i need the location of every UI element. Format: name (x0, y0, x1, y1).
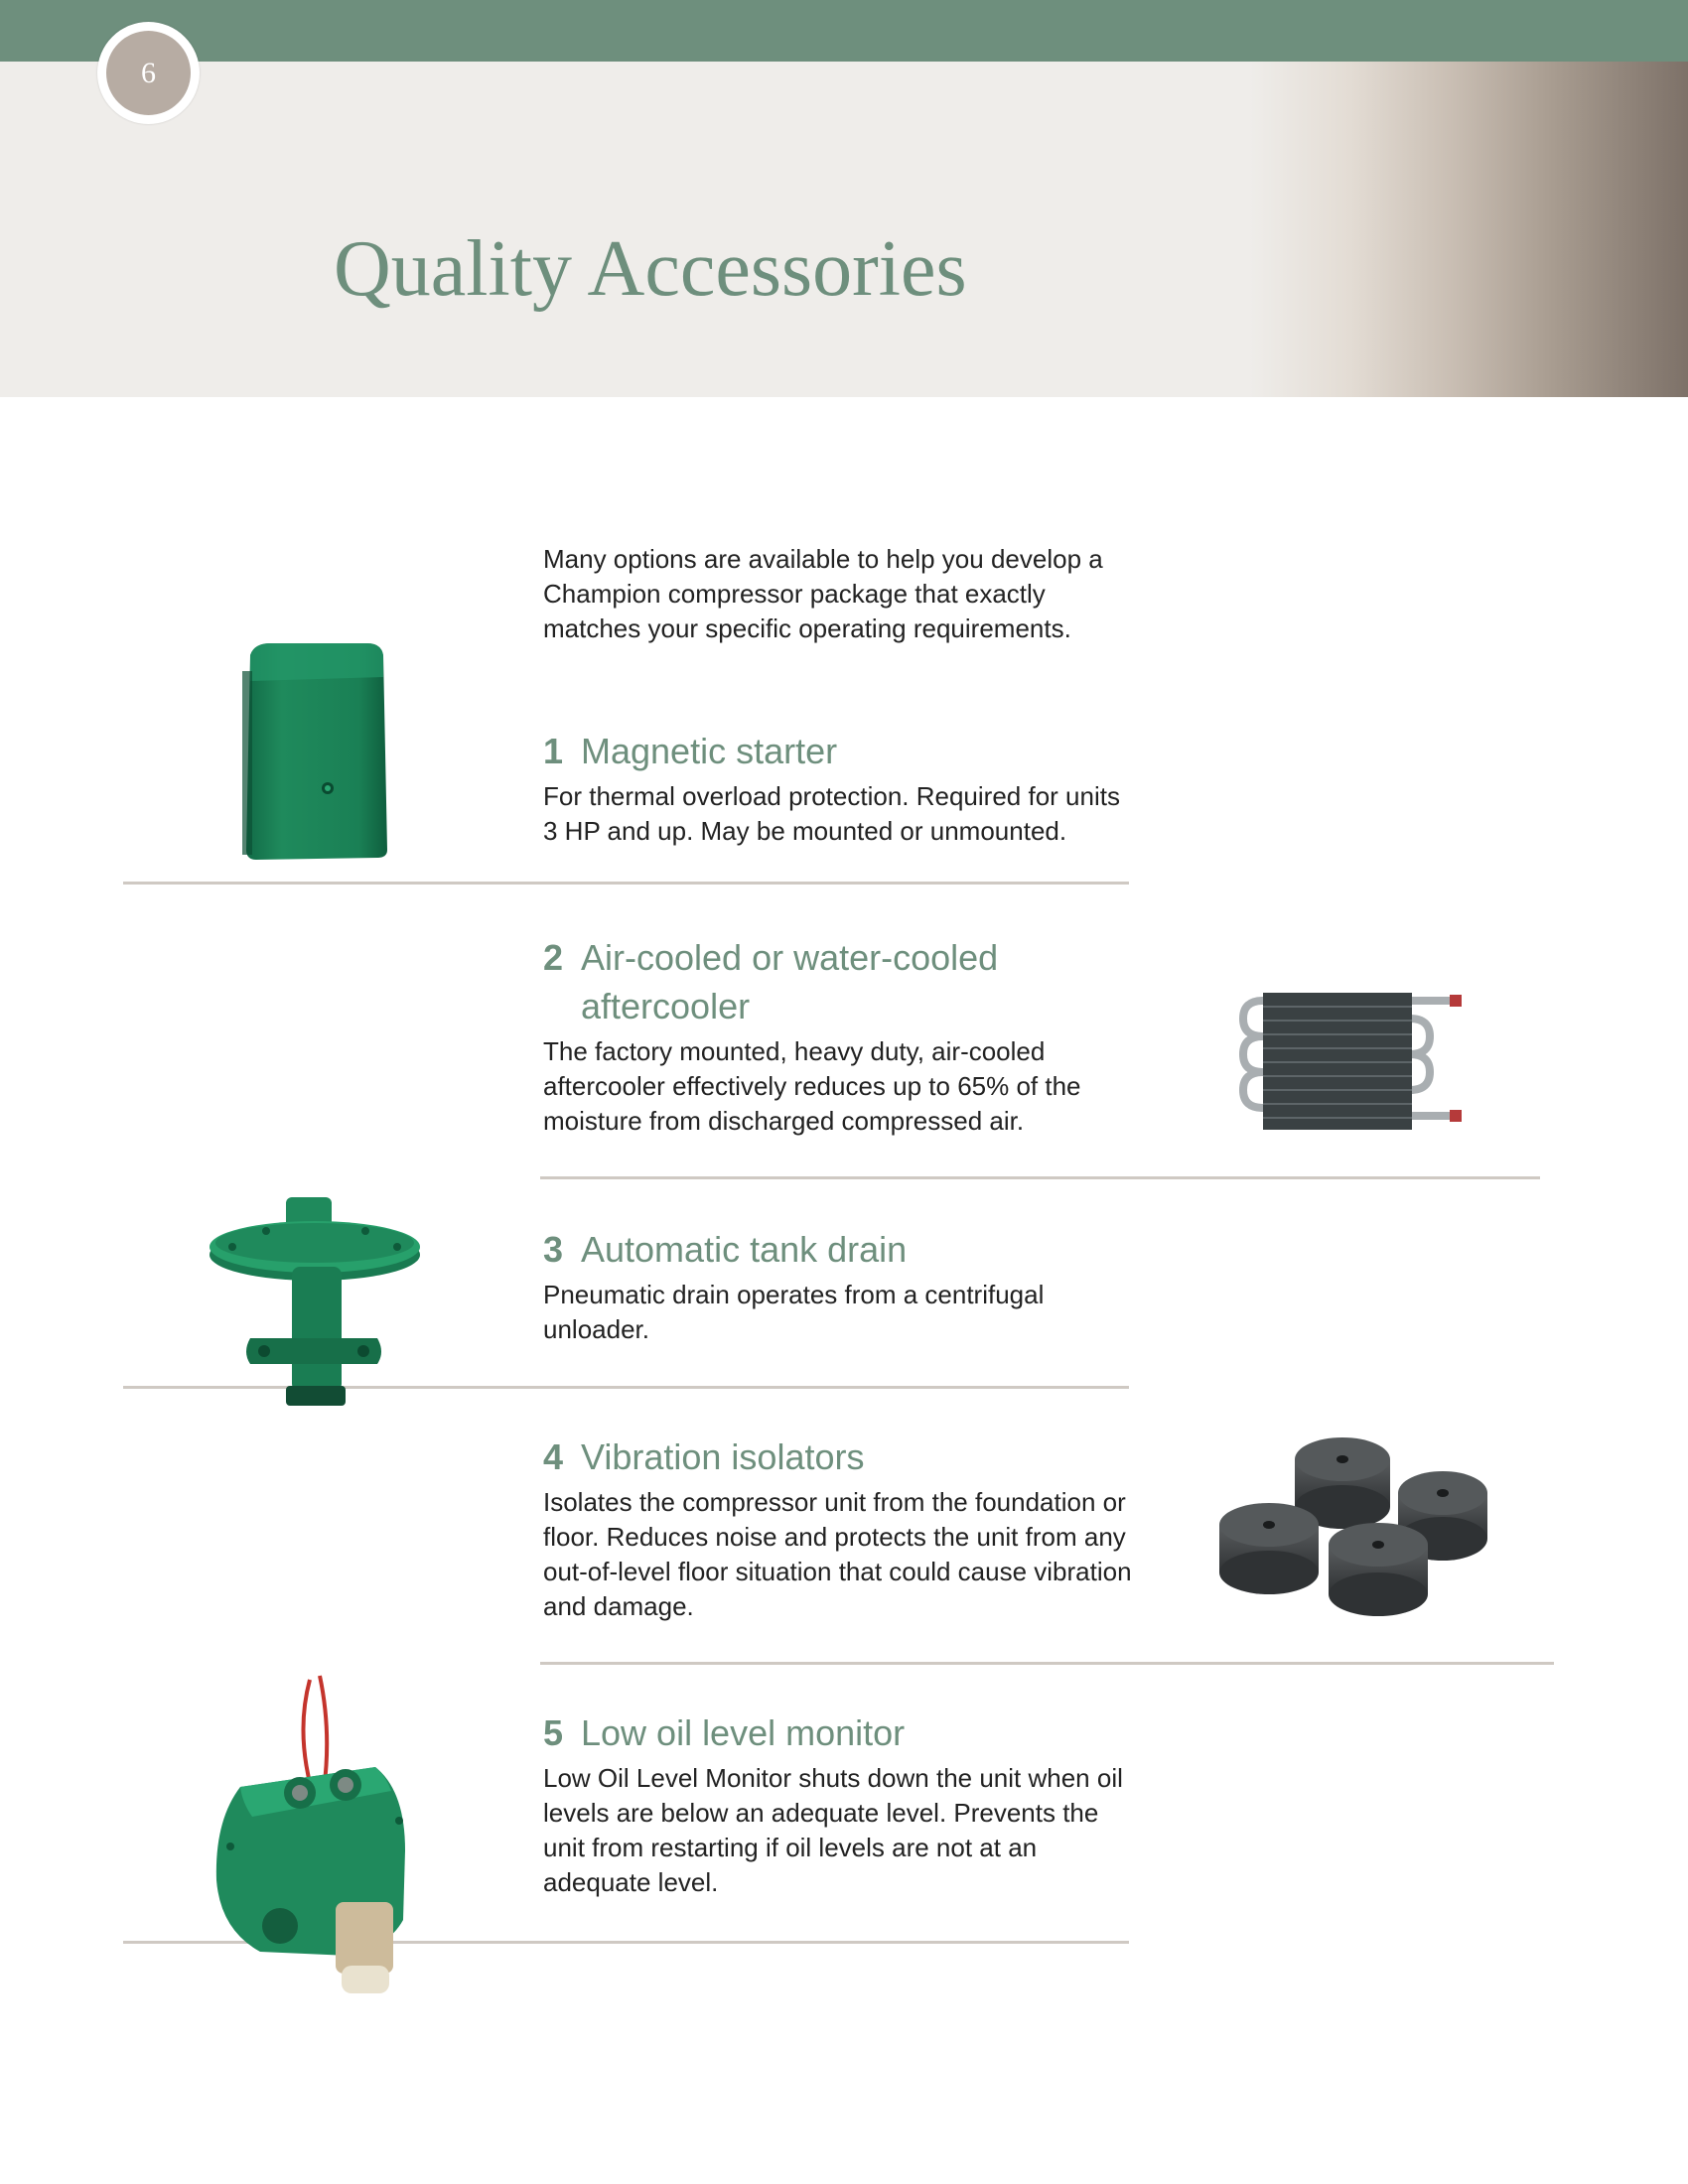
item-number: 3 (543, 1229, 564, 1270)
aftercooler-image (1237, 987, 1466, 1138)
item-number: 5 (543, 1712, 564, 1753)
accessory-item-magnetic-starter (543, 727, 1139, 849)
intro-text: Many options are available to help you develop a Champion compressor package that exactly matches your specific operating requirements. (543, 544, 1103, 643)
item-number: 4 (543, 1436, 564, 1477)
low-oil-level-monitor-image (201, 1672, 429, 1999)
accessory-item-vibration-isolators (543, 1433, 1139, 1624)
item-description: The factory mounted, heavy duty, air-cooled aftercooler effectively reduces up to 65% of the moisture from discharged compressed air. (543, 1036, 1081, 1136)
vibration-isolators-image (1213, 1430, 1493, 1624)
page-title: Quality Accessories (334, 225, 967, 313)
accessory-item-tank-drain (543, 1225, 1139, 1347)
magnetic-starter-image (236, 641, 395, 862)
item-description: Pneumatic drain operates from a centrifugal unloader. (543, 1280, 1045, 1344)
item-description: For thermal overload protection. Required for units 3 HP and up. May be mounted or unmounted. (543, 781, 1120, 846)
page-number-badge (97, 22, 200, 124)
item-description: Isolates the compressor unit from the foundation or floor. Reduces noise and protects the unit from any out-of-level floor situation that could cause vibration and damage. (543, 1487, 1132, 1621)
divider (540, 1662, 1554, 1665)
tank-drain-image (207, 1197, 423, 1410)
divider (540, 1176, 1540, 1179)
divider (123, 882, 1129, 885)
page-number: 6 (106, 31, 191, 115)
accessory-item-low-oil-monitor (543, 1708, 1139, 1900)
item-title: Low oil level monitor (581, 1712, 906, 1753)
top-color-bar (0, 0, 1688, 62)
item-number: 1 (543, 731, 564, 771)
item-title: Magnetic starter (581, 731, 838, 771)
item-number: 2 (543, 937, 564, 978)
item-title: Vibration isolators (581, 1436, 865, 1477)
item-title: Automatic tank drain (581, 1229, 908, 1270)
item-description: Low Oil Level Monitor shuts down the unit when oil levels are below an adequate level. Prevents the unit from restarting if oil levels are not at an adequate level. (543, 1763, 1123, 1897)
item-title: Air-cooled or water-cooled aftercooler (581, 937, 999, 1026)
accessory-item-aftercooler (543, 933, 1139, 1139)
